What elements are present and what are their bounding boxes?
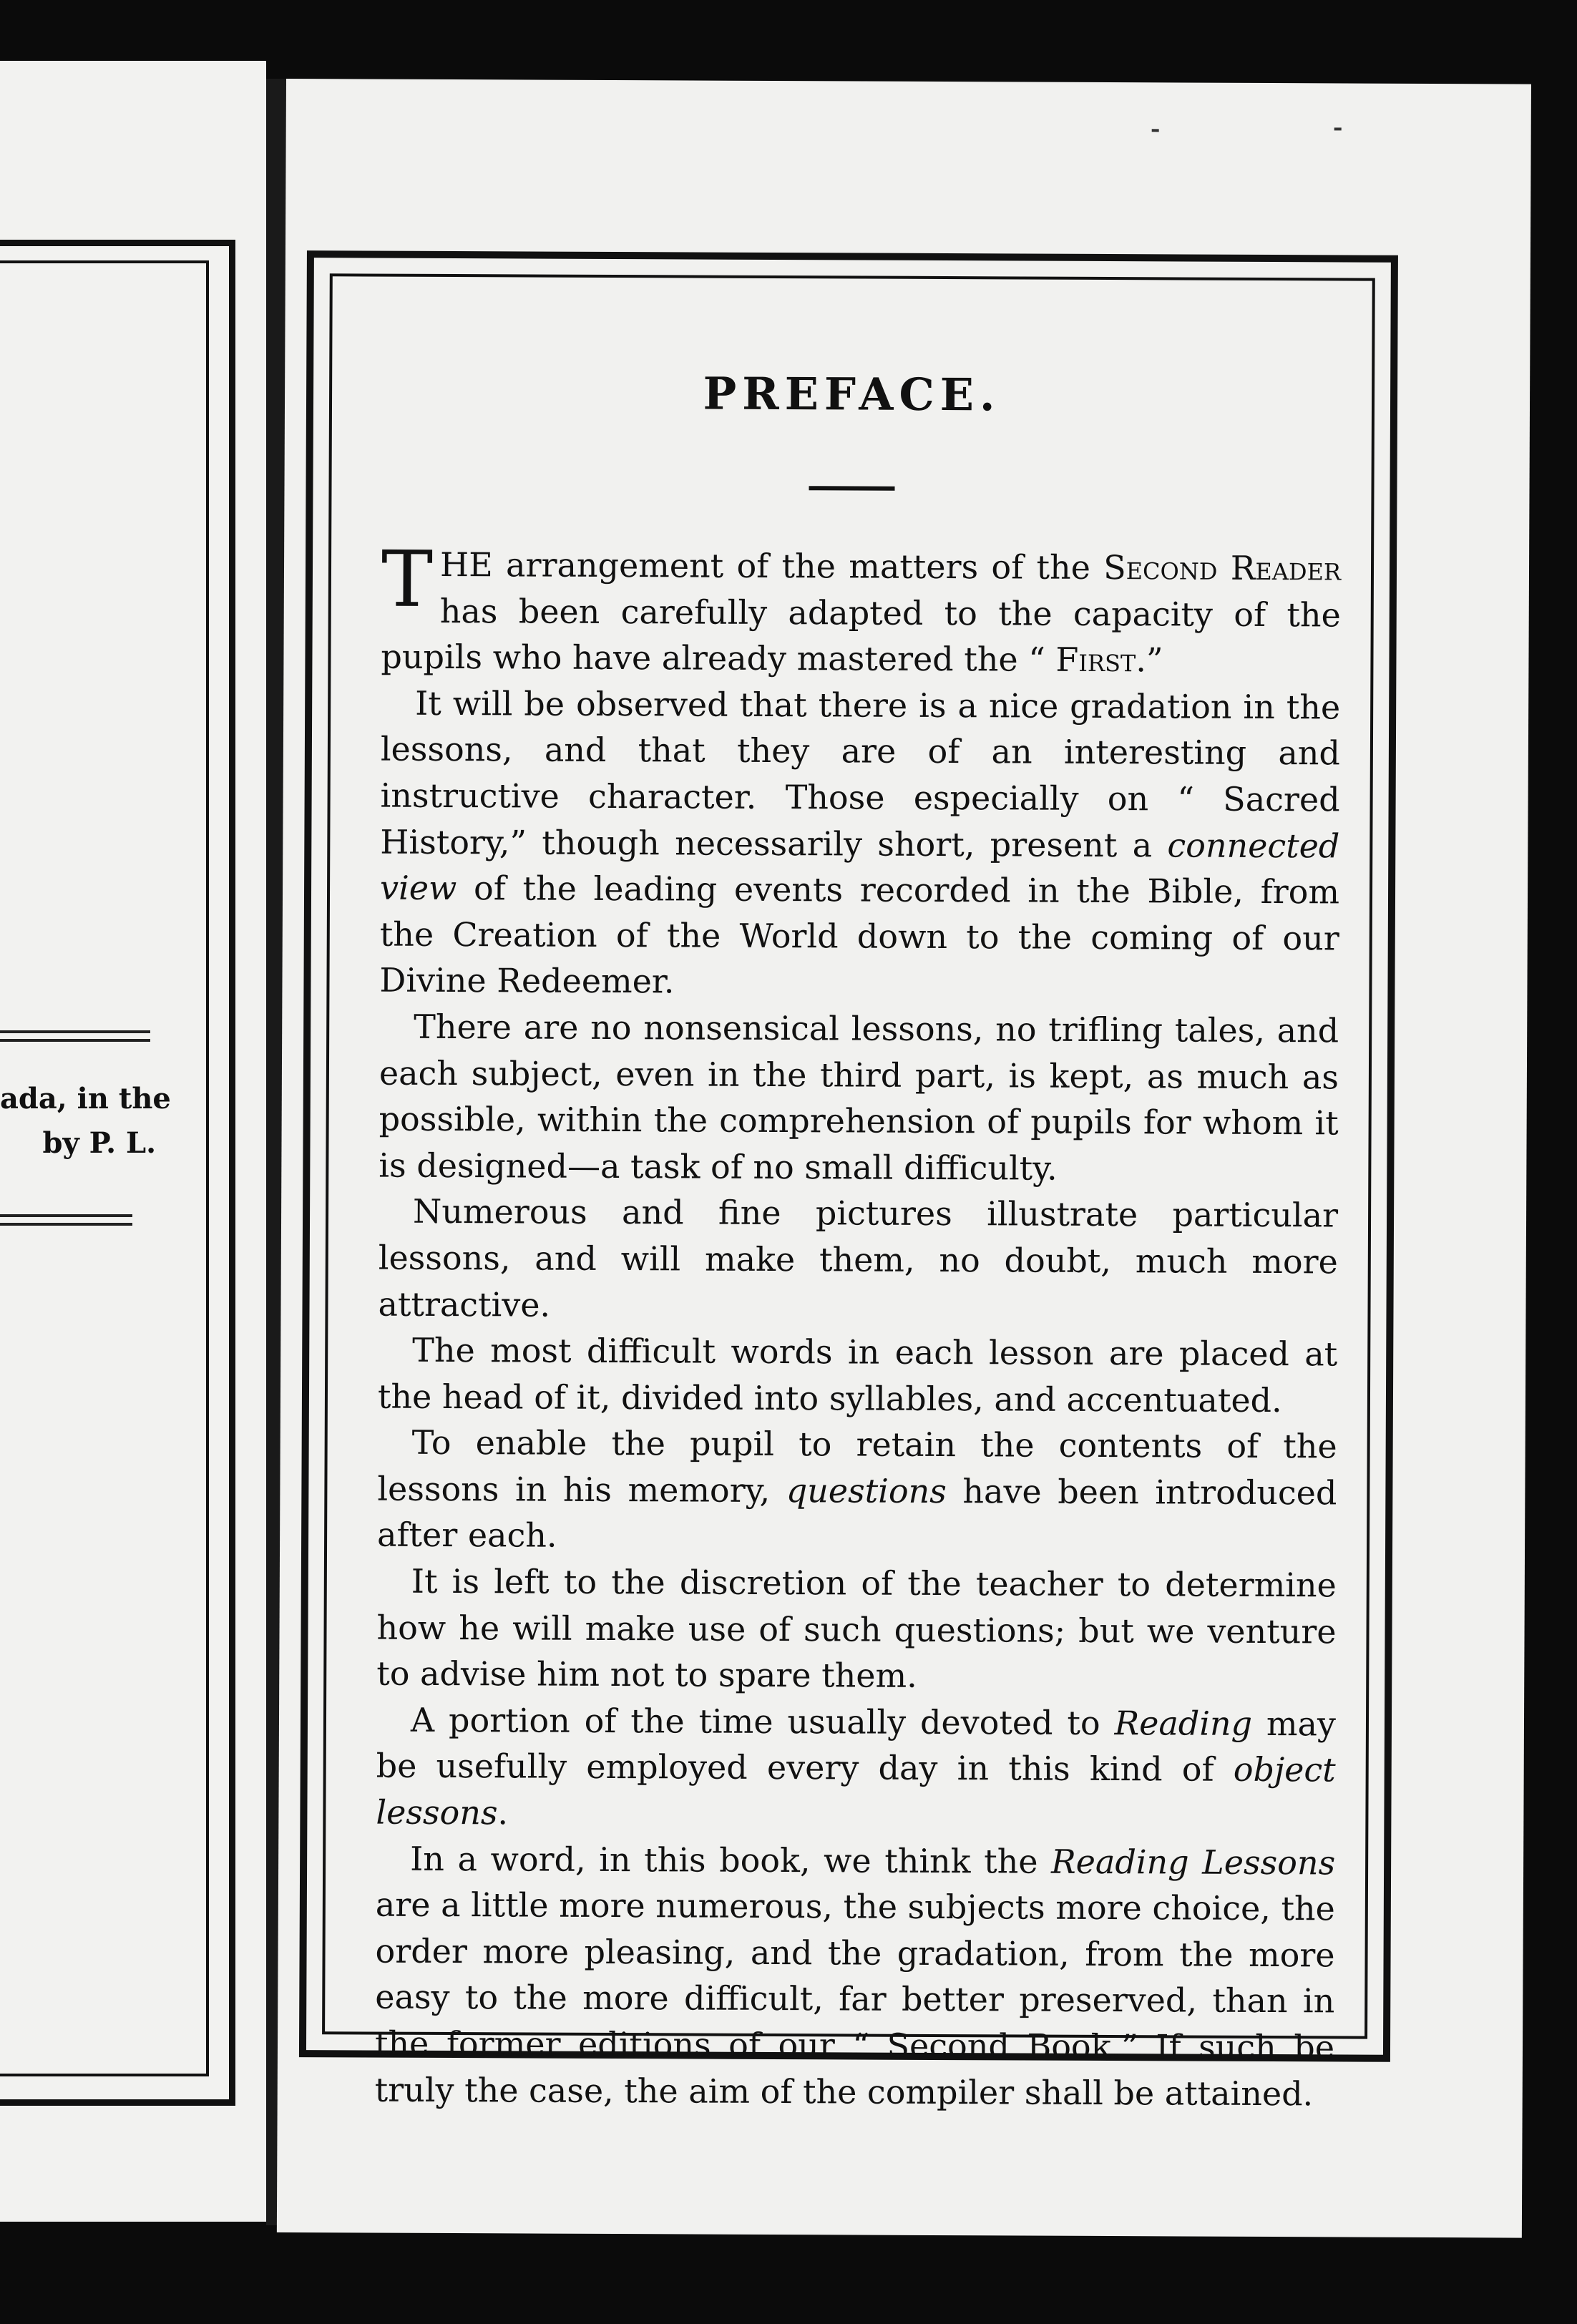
paragraph-8-text-3: . — [497, 1793, 509, 1832]
paragraph-9-text: In a word, in this book, we think the — [410, 1839, 1052, 1881]
paragraph-1-text-2: has been carefully adapted to the capacity of the pupils who have already mastered the “ — [381, 591, 1341, 679]
preface-page — [277, 79, 1531, 2238]
left-page-rule-bottom-2 — [0, 1223, 132, 1226]
left-page-line-1: ada, in the — [0, 1082, 171, 1115]
paragraph-6-text: To enable the pupil to retain the contents of the lessons in his memory, — [377, 1423, 1337, 1510]
paragraph-6 — [377, 1420, 1337, 1563]
left-page-line-2: by P. L. — [42, 1126, 156, 1160]
object-lessons-text: object lessons — [376, 1750, 1336, 1832]
reading-lessons-text: Reading Lessons — [1051, 1842, 1336, 1883]
paragraph-8-text: A portion of the time usually devoted to — [410, 1700, 1115, 1742]
page-border-inner — [322, 273, 1375, 2113]
paragraph-2 — [379, 680, 1340, 1007]
page-title: PREFACE. — [703, 367, 1001, 421]
second-reader-text: Second Reader — [1103, 547, 1342, 588]
left-page-rule-top — [0, 1030, 150, 1033]
paragraph-2-text-2: of the leading events recorded in the Bible, from the Creation of the World down to the coming of our Divine Redeemer. — [379, 869, 1340, 1001]
paragraph-1-text-3: .” — [1136, 640, 1163, 680]
preface-body — [374, 534, 1342, 2117]
paragraph-6-text-2: have been introduced after each. — [377, 1471, 1337, 1556]
reading-text: Reading — [1114, 1703, 1253, 1743]
connected-view-text: connected view — [379, 825, 1340, 908]
paragraph-3: There are no nonsensical lessons, no trifling tales, and each subject, even in the third part, is kept, as much as possible, within the comprehension of pupils for whom it is designed—a task of no small difficulty. — [379, 1007, 1339, 1188]
paragraph-2-text: It will be observed that there is a nice gradation in the lessons, and that they are of an interesting and instructive character. Those especially on “ Sacred History,” though necessarily short, present a — [380, 683, 1341, 864]
drop-cap: T — [381, 534, 434, 625]
print-speck — [1152, 129, 1159, 132]
paragraph-1-text: HE arrangement of the matters of the — [439, 545, 1104, 587]
paragraph-9-text-2: are a little more numerous, the subjects more choice, the order more pleasing, and the gradation, from the more easy to the more difficult, far better preserved, than in the former editions of our “ Second Book.” If such be truly the case, the aim of the compiler shall be attained. — [374, 1885, 1335, 2113]
paragraph-9 — [375, 1835, 1336, 2116]
left-page-rule-top-2 — [0, 1039, 150, 1042]
paragraph-1 — [381, 534, 1342, 685]
paragraph-4: Numerous and fine pictures illustrate particular lessons, and will make them, no doubt, much more attractive. — [378, 1192, 1339, 1324]
title-rule — [809, 486, 894, 491]
print-speck — [1334, 127, 1342, 130]
paragraph-8-text-2: may be usefully employed every day in this kind of — [376, 1704, 1337, 1790]
paragraph-5: The most difficult words in each lesson are placed at the head of it, divided into syllables, and accentuated. — [377, 1330, 1338, 1420]
paragraph-7: It is left to the discretion of the teacher to determine how he will make use of such questions; but we venture to advise him not to spare them. — [376, 1561, 1337, 1696]
left-page-border — [0, 240, 235, 2106]
page-border-outer — [299, 250, 1398, 2113]
first-text: First — [1055, 640, 1136, 680]
paragraph-8 — [376, 1696, 1336, 1840]
left-page — [0, 61, 266, 2222]
left-page-inner-border — [0, 260, 209, 2076]
left-page-rule-bottom — [0, 1214, 132, 1217]
questions-text: questions — [786, 1470, 947, 1510]
